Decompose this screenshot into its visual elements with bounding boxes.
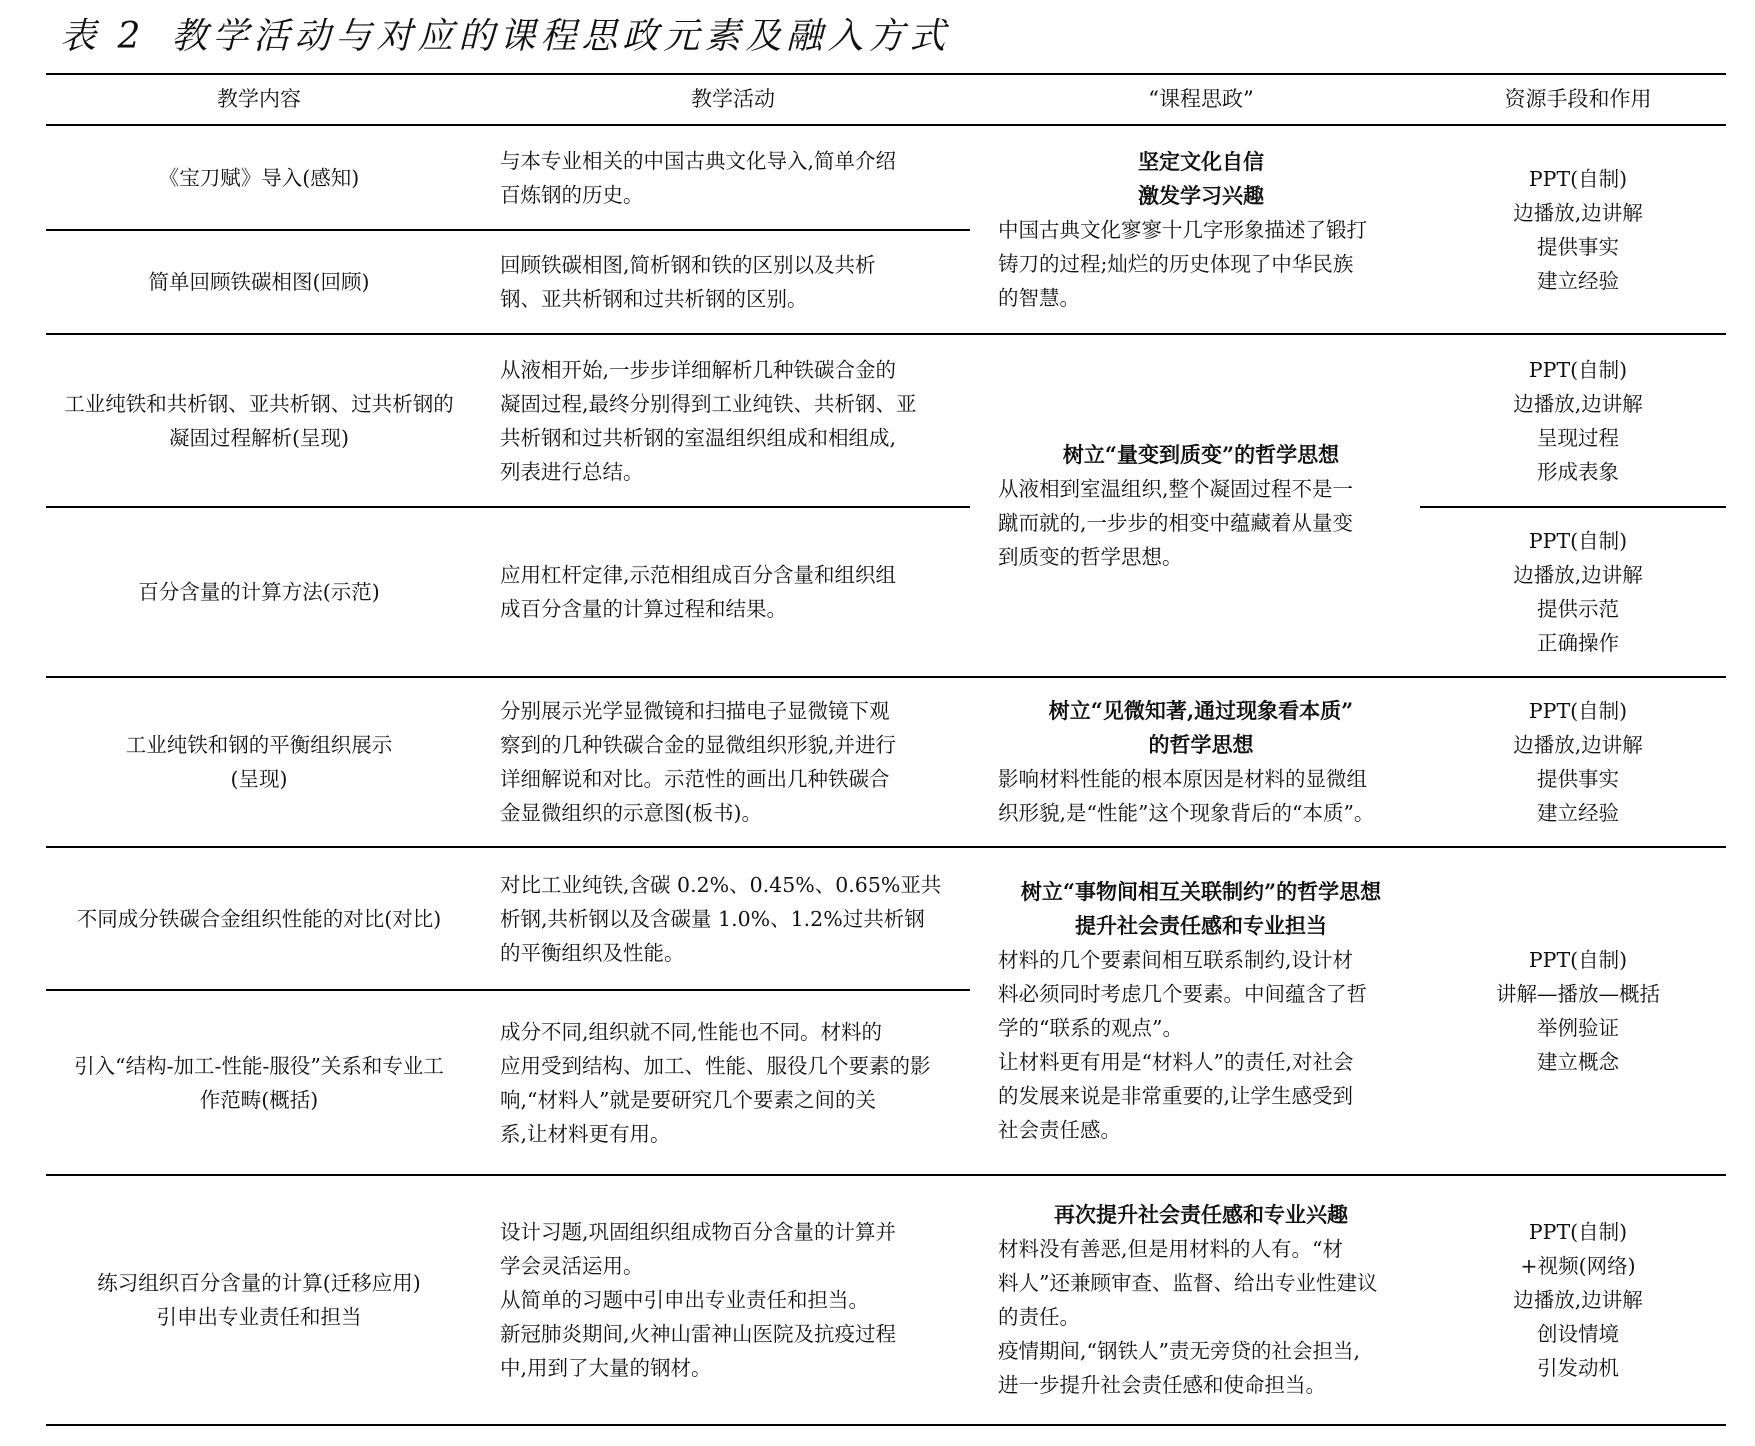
header-teaching-activity: 教学活动 bbox=[691, 87, 775, 111]
activity-cell: 分别展示光学显微镜和扫描电子显微镜下观 察到的几种铁碳合金的显微组织形貌,并进行 详细解说和对比。示范性的画出几种铁碳合 金显微组织的示意图(板书)。 bbox=[500, 699, 897, 825]
activity-cell: 回顾铁碳相图,简析钢和铁的区别以及共析 钢、亚共析钢和过共析钢的区别。 bbox=[500, 253, 876, 311]
header-teaching-content: 教学内容 bbox=[217, 87, 301, 111]
header-ideology: “课程思政” bbox=[1148, 87, 1254, 111]
resource-cell: PPT(自制) 边播放,边讲解 呈现过程 形成表象 bbox=[1513, 357, 1643, 484]
ideology-title: 激发学习兴趣 bbox=[1138, 182, 1264, 208]
activity-cell: 从液相开始,一步步详细解析几种铁碳合金的 凝固过程,最终分别得到工业纯铁、共析钢、亚 共析钢和过共析钢的室温组织组成和相组成, 列表进行总结。 bbox=[500, 357, 917, 484]
header-resources: 资源手段和作用 bbox=[1504, 87, 1652, 111]
activity-cell: 应用杠杆定律,示范相组成百分含量和组织组 成百分含量的计算过程和结果。 bbox=[500, 563, 897, 621]
ideology-cell: 再次提升社会责任感和专业兴趣 材料没有善恶,但是用材料的人有。“材 料人”还兼顾审查、监督、给出专业性建议 的责任。 疫情期间,“钢铁人”责无旁贷的社会担当, 进一步提升社会责任感和使命担当。 bbox=[998, 1176, 1404, 1424]
resource-cell: PPT(自制) 讲解—播放—概括 举例验证 建立概念 bbox=[1496, 948, 1660, 1074]
content-cell: 百分含量的计算方法(示范) bbox=[138, 580, 380, 604]
content-cell: 工业纯铁和共析钢、亚共析钢、过共析钢的 凝固过程解析(呈现) bbox=[64, 391, 454, 450]
ideology-title: 坚定文化自信 bbox=[1138, 148, 1264, 174]
ideology-cell: 坚定文化自信 激发学习兴趣 中国古典文化寥寥十几字形象描述了锻打 铸刀的过程;灿烂的历史体现了中华民族 的智慧。 bbox=[998, 126, 1404, 333]
content-cell: 引入“结构-加工-性能-服役”关系和专业工 作范畴(概括) bbox=[74, 1053, 444, 1112]
ideology-title: 再次提升社会责任感和专业兴趣 bbox=[1054, 1202, 1348, 1227]
ideology-cell: 树立“见微知著,通过现象看本质” 的哲学思想 影响材料性能的根本原因是材料的显微组 织形貌,是“性能”这个现象背后的“本质”。 bbox=[998, 678, 1404, 846]
table-number: 表 2 bbox=[60, 16, 146, 57]
activity-cell: 对比工业纯铁,含碳 0.2%、0.45%、0.65%亚共 析钢,共析钢以及含碳量 1.0%、1.2%过共析钢 的平衡组织及性能。 bbox=[500, 872, 942, 965]
resource-cell: PPT(自制) +视频(网络) 边播放,边讲解 创设情境 引发动机 bbox=[1513, 1220, 1643, 1380]
bottom-rule bbox=[46, 1424, 1726, 1426]
activity-cell: 成分不同,组织就不同,性能也不同。材料的 应用受到结构、加工、性能、服役几个要素的影 响,“材料人”就是要研究几个要素之间的关 系,让材料更有用。 bbox=[500, 1019, 931, 1146]
content-cell: 简单回顾铁碳相图(回顾) bbox=[148, 270, 370, 294]
activity-cell: 与本专业相关的中国古典文化导入,简单介绍 百炼钢的历史。 bbox=[500, 148, 897, 207]
ideology-title: 树立“见微知著,通过现象看本质” bbox=[1048, 698, 1354, 723]
ideology-title: 树立“量变到质变”的哲学思想 bbox=[1062, 441, 1340, 467]
activity-cell: 设计习题,巩固组织组成物百分含量的计算并 学会灵活运用。 从简单的习题中引申出专业责任和担当。 新冠肺炎期间,火神山雷神山医院及抗疫过程 中,用到了大量的钢材。 bbox=[500, 1220, 897, 1380]
content-cell: 不同成分铁碳合金组织性能的对比(对比) bbox=[76, 906, 442, 931]
ideology-cell: 树立“量变到质变”的哲学思想 从液相到室温组织,整个凝固过程不是一 蹴而就的,一步步的相变中蕴藏着从量变 到质变的哲学思想。 bbox=[998, 335, 1404, 676]
content-cell: 练习组织百分含量的计算(迁移应用) 引申出专业责任和担当 bbox=[97, 1271, 421, 1329]
ideology-title: 提升社会责任感和专业担当 bbox=[1075, 913, 1327, 938]
ideology-title: 树立“事物间相互关联制约”的哲学思想 bbox=[1020, 879, 1382, 904]
ideology-title: 的哲学思想 bbox=[1148, 732, 1254, 757]
content-cell: 《宝刀赋》导入(感知) bbox=[158, 165, 360, 190]
table-caption bbox=[60, 8, 950, 59]
content-cell: 工业纯铁和钢的平衡组织展示 (呈现) bbox=[125, 733, 393, 791]
table-title: 教学活动与对应的课程思政元素及融入方式 bbox=[171, 16, 951, 57]
resource-cell: PPT(自制) 边播放,边讲解 提供事实 建立经验 bbox=[1513, 699, 1643, 825]
ideology-cell: 树立“事物间相互关联制约”的哲学思想 提升社会责任感和专业担当 材料的几个要素间相互联系制约,设计材 料必须同时考虑几个要素。中间蕴含了哲 学的“联系的观点”。 让材料更有用是“材料人”的责任,对社会 的发展来说是非常重要的,让学生感受到 社会责任感。 bbox=[998, 848, 1404, 1174]
resource-cell: PPT(自制) 边播放,边讲解 提供事实 建立经验 bbox=[1513, 166, 1643, 293]
resource-cell: PPT(自制) 边播放,边讲解 提供示范 正确操作 bbox=[1513, 529, 1643, 655]
